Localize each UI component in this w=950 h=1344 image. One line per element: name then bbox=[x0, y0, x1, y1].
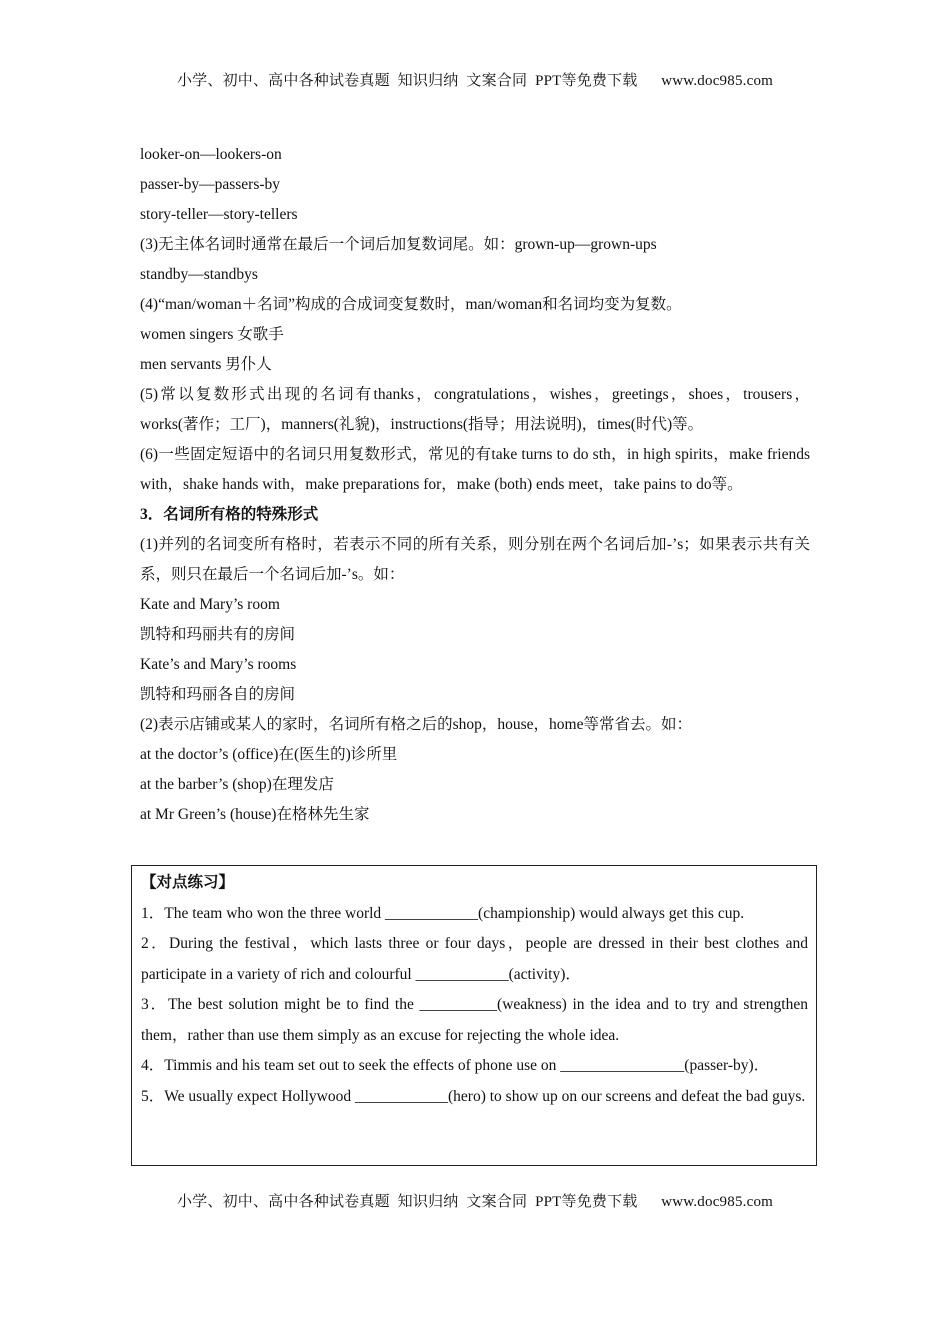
section-heading: 3．名词所有格的特殊形式 bbox=[140, 506, 319, 523]
example-line: women singers 女歌手 bbox=[140, 326, 284, 343]
exercise-question: 1．The team who won the three world ____________(championship) would always get this cup. bbox=[141, 904, 745, 922]
exercise-question: 2．During the festival，which lasts three or four days，people are dressed in their best clothes and participate in a variety of rich and colourful ____________(activity)． bbox=[141, 935, 808, 983]
exercise-question: 5．We usually expect Hollywood ____________(hero) to show up on our screens and defeat the bad guys. bbox=[141, 1087, 806, 1105]
example-line: men servants 男仆人 bbox=[140, 356, 272, 373]
page-footer: 小学、初中、高中各种试卷真题 知识归纳 文案合同 PPT等免费下载 www.doc985.com bbox=[176, 1194, 774, 1210]
example-line: story-teller—story-tellers bbox=[140, 206, 298, 223]
page-header: 小学、初中、高中各种试卷真题 知识归纳 文案合同 PPT等免费下载 www.doc985.com bbox=[176, 73, 774, 89]
example-line: Kate and Mary’s room bbox=[140, 596, 280, 613]
example-line: Kate’s and Mary’s rooms bbox=[140, 656, 297, 673]
exercise-question: 3．The best solution might be to find the __________(weakness) in the idea and to try and strengthen them，rather than use them simply as an excuse for rejecting the whole idea. bbox=[141, 996, 808, 1044]
rule-possessive-1: (1)并列的名词变所有格时，若表示不同的所有关系，则分别在两个名词后加-’s；如果表示共有关系，则只在最后一个名词后加-’s。如： bbox=[140, 536, 810, 583]
document-body bbox=[140, 140, 810, 830]
exercise-question: 4．Timmis and his team set out to seek the effects of phone use on ________________(passer-by)． bbox=[141, 1057, 770, 1074]
rule-5: (5)常以复数形式出现的名词有thanks，congratulations，wishes，greetings，shoes，trousers，works(著作；工厂)，manners(礼貌)，instructions(指导；用法说明)，times(时代)等。 bbox=[140, 386, 810, 433]
example-line: at the doctor’s (office)在(医生的)诊所里 bbox=[140, 746, 398, 763]
example-line: at Mr Green’s (house)在格林先生家 bbox=[140, 806, 370, 823]
exercise-title: 【对点练习】 bbox=[141, 874, 235, 891]
example-line: 凯特和玛丽各自的房间 bbox=[140, 686, 296, 703]
example-line: standby—standbys bbox=[140, 266, 258, 283]
exercise-box bbox=[131, 865, 817, 1166]
rule-3: (3)无主体名词时通常在最后一个词后加复数词尾。如：grown-up—grown-ups bbox=[140, 236, 657, 253]
example-line: at the barber’s (shop)在理发店 bbox=[140, 776, 334, 793]
example-line: passer-by—passers-by bbox=[140, 176, 281, 193]
rule-possessive-2: (2)表示店铺或某人的家时，名词所有格之后的shop，house，home等常省去。如： bbox=[140, 716, 692, 733]
rule-6: (6)一些固定短语中的名词只用复数形式，常见的有take turns to do sth，in high spirits，make friends with，shake hands with，make preparations for，make (both) ends meet，take pains to do等。 bbox=[140, 446, 810, 493]
example-line: 凯特和玛丽共有的房间 bbox=[140, 626, 296, 643]
rule-4: (4)“man/woman＋名词”构成的合成词变复数时，man/woman和名词均变为复数。 bbox=[140, 296, 682, 313]
example-line: looker-on—lookers-on bbox=[140, 146, 282, 163]
